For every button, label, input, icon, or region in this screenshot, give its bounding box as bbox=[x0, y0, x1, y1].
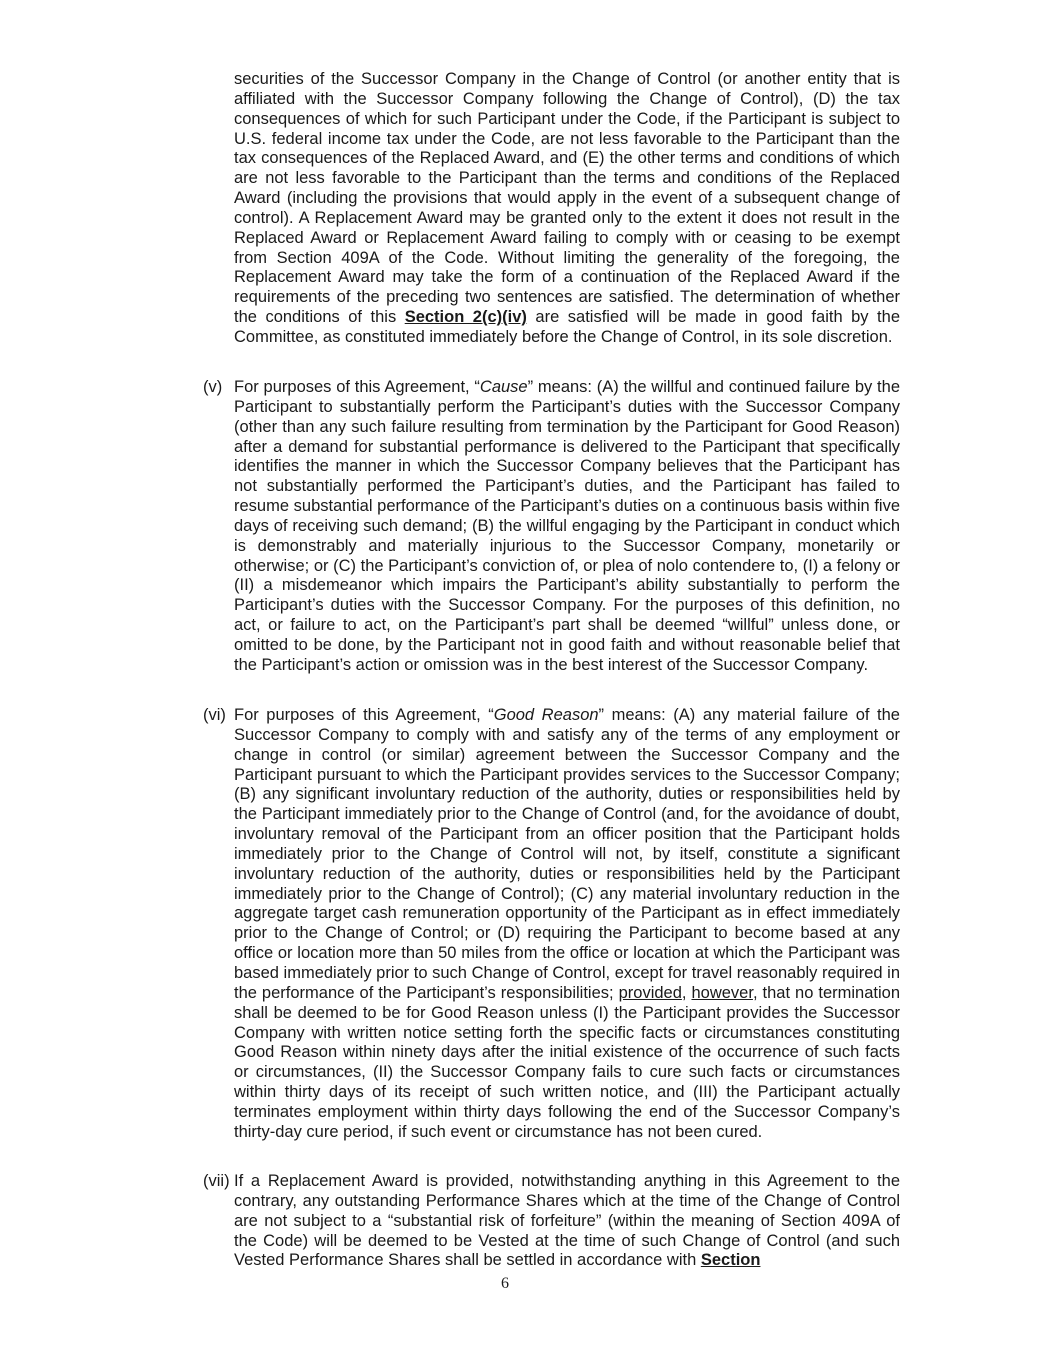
clause-number: (vii) bbox=[203, 1172, 230, 1190]
section-reference: Section bbox=[700, 1251, 761, 1270]
defined-term: Good Reason bbox=[493, 706, 599, 724]
clause-body: For purposes of this Agreement, “Good Reason” means: (A) any material failure of the Successor Company to comply with and satisfy any of the terms of any employment or change in control (or similar) agreement between the Successor Company and the Participant pursuant to which the Participant provides services to the Successor Company; (B) any significant involuntary reduction of the authority, duties or responsibilities held by the Participant immediately prior to the Change of Control (and, for the avoidance of doubt, involuntary removal of the Participant from an officer position that the Participant holds immediately prior to the Change of Control will not, by itself, constitute a significant involuntary reduction of the authority, duties or responsibilities held by the Participant immediately prior to the Change of Control); (C) any material involuntary reduction in the aggregate target cash remuneration opportunity of the Participant as in effect immediately prior to the Change of Control; or (D) requiring the Participant to become based at any office or location more than 50 miles from the office or location at which the Participant was based immediately prior to such Change of Control, except for travel reasonably required in the performance of the Participant’s responsibilities; provided, however, that no termination shall be deemed to be for Good Reason unless (I) the Participant provides the Successor Company with written notice setting forth the specific facts or circumstances constituting Good Reason within ninety days after the initial existence of the occurrence of such facts or circumstances, (II) the Successor Company fails to cure such facts or circumstances within thirty days of its receipt of such written notice, and (III) the Participant actually terminates employment within thirty days following the end of the Successor Company’s thirty-day cure period, if such event or circumstance has not been cured. bbox=[234, 706, 900, 1141]
continuation-text: securities of the Successor Company in the Change of Control (or another entity that is affiliated with the Successor Company following the Change of Control), (D) the tax consequences of which for such Participant under the Code, if the Participant is subject to U.S. federal income tax under the Code, are not less favorable to the Participant than the tax consequences of the Replaced Award, and (E) the other terms and conditions of which are not less favorable to the Participant than the terms and conditions of the Replaced Award (including the provisions that would apply in the event of a subsequent change of control). A Replacement Award may be granted only to the extent it does not result in the Replaced Award or Replacement Award failing to comply with or ceasing to be exempt from Section 409A of the Code. Without limiting the generality of the foregoing, the Replacement Award may take the form of a continuation of the Replaced Award if the requirements of the preceding two sentences are satisfied. The determination of whether the conditions of this bbox=[234, 70, 900, 327]
clause-number: (vi) bbox=[203, 706, 226, 724]
section-reference: Section 2(c)(iv) bbox=[404, 308, 527, 327]
clause-vii bbox=[203, 1172, 900, 1271]
clause-number: (v) bbox=[203, 378, 223, 396]
clause-vi bbox=[203, 706, 900, 1143]
underlined-word: however bbox=[691, 983, 753, 1002]
clause-v bbox=[203, 378, 900, 676]
continuation-paragraph bbox=[234, 70, 900, 348]
clause-body: If a Replacement Award is provided, notwithstanding anything in this Agreement to the contrary, any outstanding Performance Shares which at the time of the Change of Control are not subject to a “substantial risk of forfeiture” (within the meaning of Section 409A of the Code) will be deemed to be Vested at the time of such Change of Control (and such Vested Performance Shares shall be settled in accordance with Section bbox=[234, 1172, 900, 1270]
clause-body: For purposes of this Agreement, “Cause” means: (A) the willful and continued failure by the Participant to substantially perform the Participant’s duties with the Successor Company (other than any such failure resulting from termination by the Participant for Good Reason) after a demand for substantial performance is delivered to the Participant that specifically identifies the manner in which the Successor Company believes that the Participant has not substantially performed the Participant’s duties, and the Participant has failed to resume substantial performance of the Participant’s duties on a continuous basis within five days of receiving such demand; (B) the willful engaging by the Participant in conduct which is demonstrably and materially injurious to the Successor Company, monetarily or otherwise; or (C) the Participant’s conviction of, or plea of nolo contendere to, (I) a felony or (II) a misdemeanor which impairs the Participant’s ability substantially to perform the Participant’s duties with the Successor Company. For the purposes of this definition, no act, or failure to act, on the Participant’s part shall be deemed “willful” unless done, or omitted to be done, by the Participant not in good faith and without reasonable belief that the Participant’s action or omission was in the best interest of the Successor Company. bbox=[234, 378, 900, 674]
defined-term: Cause bbox=[479, 378, 528, 396]
continuation-text-end: are satisfied will be made in good faith by the Committee, as constituted immediately before the Change of Control, in its sole discretion. bbox=[234, 308, 900, 346]
underlined-word: provided bbox=[618, 983, 682, 1002]
page-number: 6 bbox=[501, 1275, 509, 1292]
